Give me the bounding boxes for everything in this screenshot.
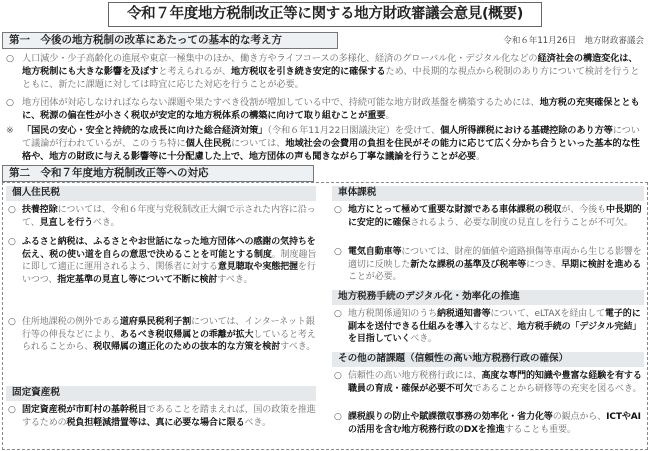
note-marker: ※ <box>6 125 14 136</box>
section1-note: ※ 「国民の安心・安全と持続的な成長に向けた総合経済対策」（令和６年11月22日閣議決定）を受けて、個人所得課税における基礎控除のあり方等について議論が行われているが、このうち特に個人住民税については、地域社会の会費用の負担を住民がその能力に応じて広く分かち合うといった基本的な性格や、地方の財政に与える影響等に十分配慮した上で、地方団体の声も聞きながら丁寧な議論を行うことが必要。 <box>6 125 640 163</box>
section2-heading: 第二 令和７年度地方税制改正等への対応 <box>2 165 314 182</box>
other-issues-item-2: ○ 課税誤りの防止や賦課徴収事務の効率化・省力化等の観点から、ICTやAIの活用を含む地方税務行政のDXを推進することも重要。 <box>334 412 641 435</box>
vehicle-tax-heading: 車体課税 <box>332 186 644 201</box>
individual-tax-item-1: ○ 扶養控除については、令和６年度与党税制改正大綱で示された内容に沿って、見直しを行うべき。 <box>8 205 316 228</box>
section1-paragraph-1: ○ 人口減少・少子高齢化の進展や東京一極集中のほか、働き方やライフコースの多様化、経済のグローバル化・デジタル化などの経済社会の構造変化は、地方税制にも大きな影響を及ぼすと考えられるが、地方税収を引き続き安定的に確保するため、中長期的な視点から税制のあり方について検討を行うとともに、新たに課題に対しては時宜に応じた対応を行うことが必要。 <box>6 53 640 91</box>
section1-paragraph-2: ○ 地方団体が対応しなければならない課題や果たすべき役割が増加している中で、持続可能な地方財政基盤を構築するためには、地方税の充実確保とともに、税源の偏在性が小さく税収が安定的な地方税体系の構築に向けて取り組むことが重要。 <box>6 97 640 122</box>
individual-tax-item-3: ○ 住所地課税の例外である道府県民税利子割については、インターネット銀行等の伸長などにより、あるべき税収帰属との乖離が拡大していると考えられることから、税収帰属の適正化のための抜本的な方策を検討すべき。 <box>8 317 316 353</box>
date-line: 令和６年11月26日 地方財政審議会 <box>503 36 644 46</box>
digital-procedures-item-1: ○ 地方税関係通知のうち納税通知書等について、eLTAXを経由して電子的に副本を送付できる仕組みを導入するなど、地方税手続の「デジタル完結」を目指していくべき。 <box>334 309 642 345</box>
digital-procedures-heading: 地方税務手続のデジタル化・効率化の推進 <box>332 290 644 305</box>
section1-heading: 第一 今後の地方税制の改革にあたっての基本的な考え方 <box>2 32 338 49</box>
page-title: 令和７年度地方税制改正等に関する地方財政審議会意見(概要) <box>108 2 542 27</box>
bullet-marker: ○ <box>6 53 14 64</box>
individual-tax-item-2: ○ ふるさと納税は、ふるさとやお世話になった地方団体への感謝の気持ちを伝え、税の使い道を自らの意思で決めることを可能とする制度。制度趣旨に即して適正に運用されるよう、関係者に対する意見聴取や実態把握を行いつつ、指定基準の見直し等について不断に検討すべき。 <box>8 237 317 285</box>
other-issues-item-1: ○ 信頼性の高い地方税務行政には、高度な専門的知識や豊富な経験を有する職員の育成・確保が必要不可欠であることから研修等の充実を図るべき。 <box>334 371 642 394</box>
bullet-marker: ○ <box>6 97 14 108</box>
other-issues-heading: その他の諸課題（信頼性の高い地方税務行政の確保） <box>332 352 644 367</box>
fixed-asset-tax-heading: 固定資産税 <box>6 386 316 401</box>
vehicle-tax-item-2: ○ 電気自動車等については、財産的価値や道路損傷等車両から生じる影響を適切に反映した新たな課税の基準及び税率等につき、早期に検討を進めることが必要。 <box>334 247 642 283</box>
individual-tax-heading: 個人住民税 <box>6 186 316 201</box>
vehicle-tax-item-1: ○ 地方にとって極めて重要な財源である車体課税の税収が、今後も中長期的に安定的に確保されるよう、必要な制度の見直しを行うことが不可欠。 <box>334 205 642 228</box>
fixed-asset-tax-item-1: ○ 固定資産税が市町村の基幹税目であることを踏まえれば、国の政策を推進するための税負担軽減措置等は、真に必要な場合に限るべき。 <box>8 405 316 428</box>
